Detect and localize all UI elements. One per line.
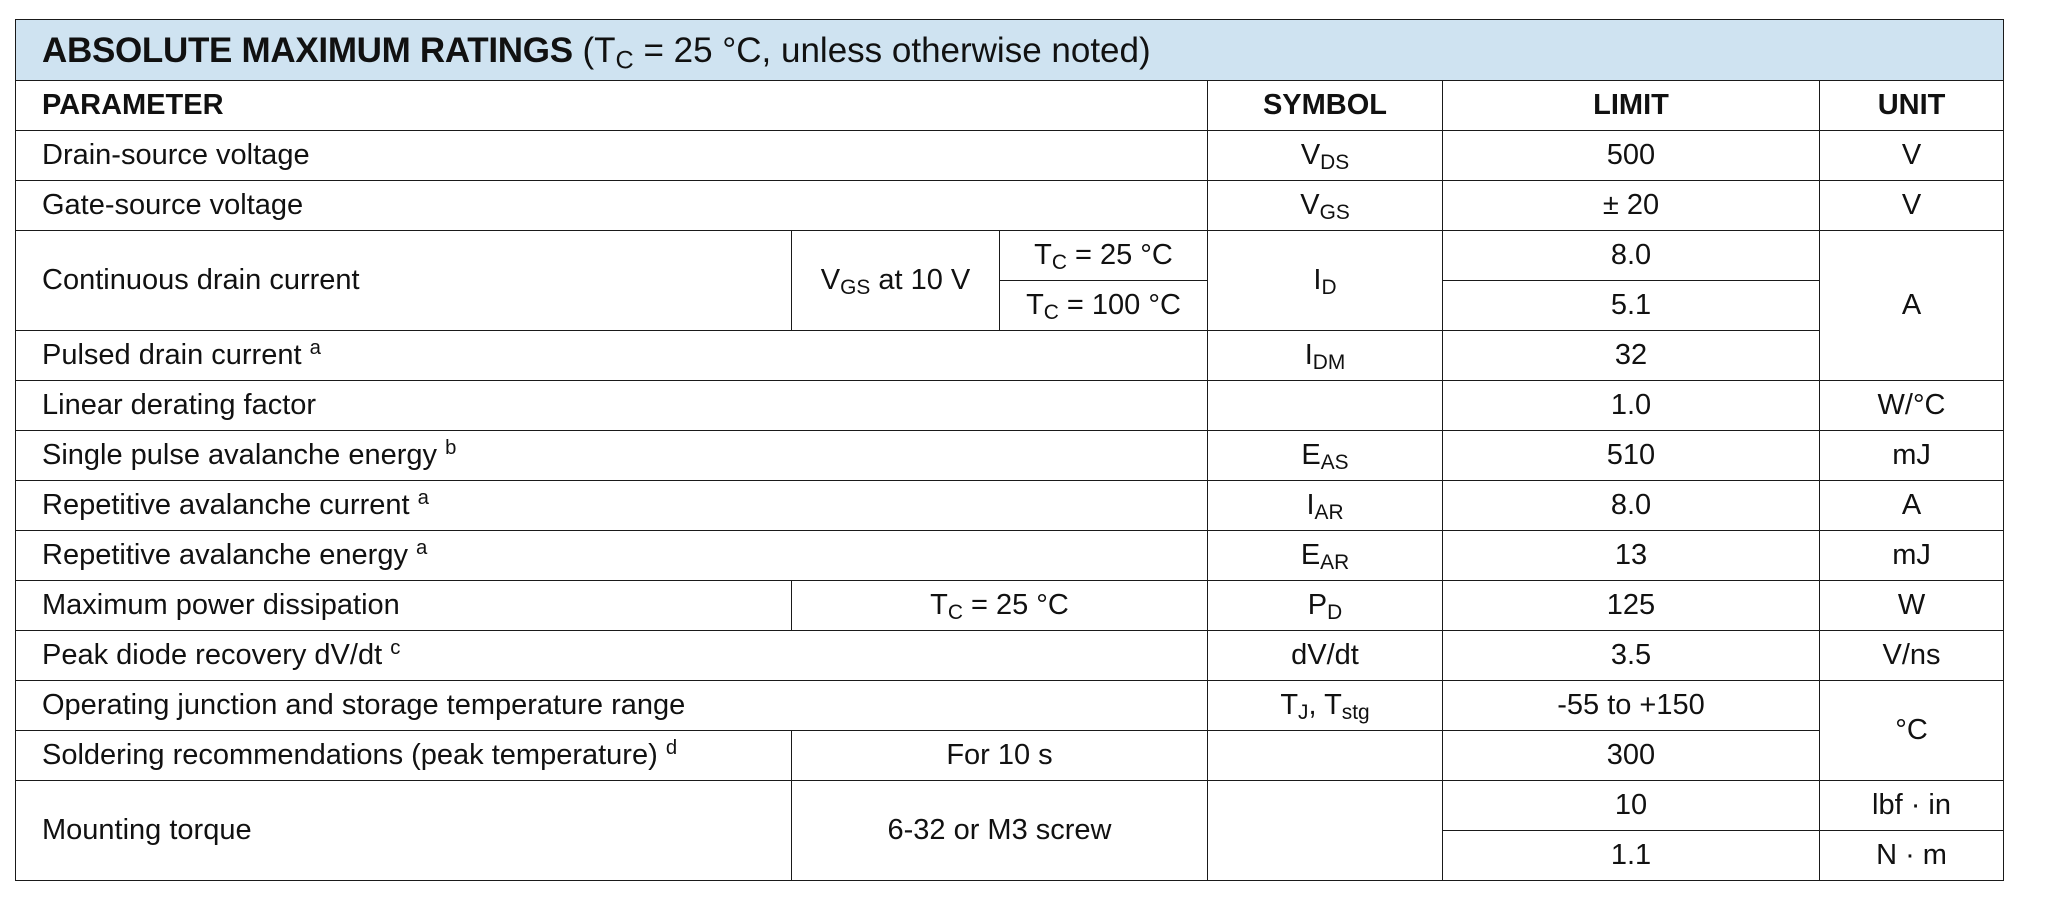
table-row: [16, 431, 2004, 481]
symbol-cell: [1208, 731, 1443, 781]
header-symbol: SYMBOL: [1208, 81, 1443, 131]
symbol-cell: $P_D$: [1208, 581, 1443, 631]
footnote-mark: a: [417, 486, 429, 509]
title-main: ABSOLUTE MAXIMUM RATINGS: [42, 30, 573, 70]
limit-cell: 510: [1443, 431, 1820, 481]
unit-cell: W: [1820, 581, 2004, 631]
footnote-mark: c: [390, 636, 401, 659]
param-cell: Single pulse avalanche energy $^b$: [16, 431, 1208, 481]
param-cell: Repetitive avalanche current $^a$: [16, 481, 1208, 531]
param-cell: Linear derating factor: [16, 381, 1208, 431]
unit-cell: mJ: [1820, 531, 2004, 581]
table-row: [16, 731, 2004, 781]
table-row: [16, 531, 2004, 581]
table-row: [16, 781, 2004, 831]
param-cell: Maximum power dissipation: [16, 581, 792, 631]
limit-cell: ± 20: [1443, 181, 1820, 231]
param-cell: Drain-source voltage: [16, 131, 1208, 181]
symbol-cell: [1208, 381, 1443, 431]
condition-cell: For 10 s: [792, 731, 1208, 781]
param-cell: Repetitive avalanche energy $^a$: [16, 531, 1208, 581]
footnote-mark: a: [416, 536, 428, 559]
symbol-cell: $V_{DS}$: [1208, 131, 1443, 181]
symbol-cell: $I_{AR}$: [1208, 481, 1443, 531]
symbol-cell: $E_{AS}$: [1208, 431, 1443, 481]
table-row: [16, 581, 2004, 631]
footnote-mark: d: [665, 736, 678, 759]
header-unit: UNIT: [1820, 81, 2004, 131]
header-row: [16, 81, 2004, 131]
table-row: [16, 331, 2004, 381]
title-row: [16, 20, 2004, 81]
limit-cell: 8.0: [1443, 481, 1820, 531]
param-cell: Gate-source voltage: [16, 181, 1208, 231]
unit-cell: V/ns: [1820, 631, 2004, 681]
table-row: [16, 681, 2004, 731]
unit-cell: V: [1820, 131, 2004, 181]
condition-cell: $V_{GS}$ at 10 V: [792, 231, 1000, 331]
symbol-cell: $I_D$: [1208, 231, 1443, 331]
table-row: [16, 631, 2004, 681]
symbol-cell: $I_{DM}$: [1208, 331, 1443, 381]
condition-cell: 6-32 or M3 screw: [792, 781, 1208, 881]
unit-cell: V: [1820, 181, 2004, 231]
limit-cell: 13: [1443, 531, 1820, 581]
unit-cell: A: [1820, 481, 2004, 531]
table-row: [16, 381, 2004, 431]
limit-cell: 8.0: [1443, 231, 1820, 281]
table-row: [16, 181, 2004, 231]
table-row: [16, 131, 2004, 181]
unit-cell: mJ: [1820, 431, 2004, 481]
table-row: [16, 231, 2004, 281]
param-cell: Operating junction and storage temperature range: [16, 681, 1208, 731]
symbol-cell: [1208, 781, 1443, 881]
table-row: [16, 481, 2004, 531]
header-parameter: PARAMETER: [16, 81, 1208, 131]
limit-cell: -55 to +150: [1443, 681, 1820, 731]
param-cell: Pulsed drain current $^a$: [16, 331, 1208, 381]
unit-cell: N · m: [1820, 831, 2004, 881]
limit-cell: 5.1: [1443, 281, 1820, 331]
limit-cell: 32: [1443, 331, 1820, 381]
symbol-cell: $T_J$, $T_{stg}$: [1208, 681, 1443, 731]
param-cell: Peak diode recovery dV/dt $^c$: [16, 631, 1208, 681]
unit-cell: lbf · in: [1820, 781, 2004, 831]
symbol-cell: $V_{GS}$: [1208, 181, 1443, 231]
absolute-maximum-ratings-table: [15, 19, 2004, 881]
temperature-cell: $T_C = 100$ °C: [1000, 281, 1208, 331]
condition-cell: $T_C = 25$ °C: [792, 581, 1208, 631]
unit-cell: A: [1820, 231, 2004, 381]
unit-cell: °C: [1820, 681, 2004, 781]
limit-cell: 1.0: [1443, 381, 1820, 431]
limit-cell: 500: [1443, 131, 1820, 181]
limit-cell: 10: [1443, 781, 1820, 831]
limit-cell: 125: [1443, 581, 1820, 631]
footnote-mark: b: [445, 436, 457, 459]
limit-cell: 1.1: [1443, 831, 1820, 881]
table-title: ABSOLUTE MAXIMUM RATINGS ($T_C = 25$ °C, unless otherwise noted): [16, 20, 2004, 81]
header-limit: LIMIT: [1443, 81, 1820, 131]
limit-cell: 3.5: [1443, 631, 1820, 681]
temperature-cell: $T_C = 25$ °C: [1000, 231, 1208, 281]
symbol-cell: dV/dt: [1208, 631, 1443, 681]
symbol-cell: $E_{AR}$: [1208, 531, 1443, 581]
footnote-mark: a: [309, 336, 321, 359]
limit-cell: 300: [1443, 731, 1820, 781]
unit-cell: W/°C: [1820, 381, 2004, 431]
param-cell: Continuous drain current: [16, 231, 792, 331]
param-cell: Soldering recommendations (peak temperature) $^d$: [16, 731, 792, 781]
param-cell: Mounting torque: [16, 781, 792, 881]
